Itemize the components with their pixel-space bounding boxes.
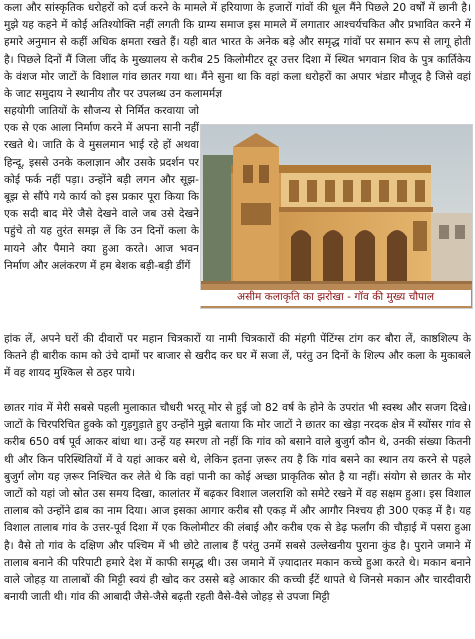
second-paragraph: हांक लें, अपने घरों की दीवारों पर महान चित्रकारों या नामी चित्रकारों की मंहगी पेंटिंग्स टांग कर बौरा लें, काष्ठशिल्प के कितने ही बारीक काम को उंचे दामों पर बाजार से खरीद कर घर में सजा लें, परंतु उन दिनों के शिल्प और कला के मुकाबले में वह शायद मुश्किल से ठहर पाये। <box>4 333 471 380</box>
wrapped-paragraph: सहयोगी जातियों के सौजन्य से निर्मित करवाया जो एक से एक आला निर्माण करने में अपना सानी नहीं रखते थे। जाति के वे मुसलमान भाई रहे हों अथवा हिन्दू, इससे उनके कलाज्ञान और उसके प्रदर्शन पर कोई फर्क नहीं पड़ा। उन्होंने बड़ी लगन और सूझ-बूझ से सौंपे गये कार्य को इस प्रकार पूरा किया कि एक सदी बाद मेरे जैसे देखने वाले जब उसे देखने पहुंचे तो यह तुरंत समझ लें कि उन दिनों कला के मायने और पैमाने क्या हुआ करते। आज भवन निर्माण और अलंकरण में हम बेशक बड़ी-बड़ी डींगें <box>4 105 199 272</box>
intro-paragraph: कला और सांस्कृतिक धरोहरों को दर्ज करने के मामले में हरियाणा के हजारों गांवों की धूल मैंने पिछले 20 वर्षों में छानी है। मुझे यह कहने में कोई अतिश्योक्ति नहीं लगती कि ग्राम्य समाज इस मामले में लगातार आश्चर्यचकित और प्रभावित करने में हमारे अनुमान से कहीं अधिक क्षमता रखते हैं। यही बात भारत के अनेक बड़े और समृद्ध गांवों पर समान रूप से लागू होती है। पिछले दिनों मैं जिला जींद के मुख्यालय से करीब 25 किलोमीटर दूर उत्तर दिशा में स्थित भगवान शिव के पुत्र कार्तिकेय के वंशज मोर जाटों के विशाल गांव छातर गया था। मैंने सुना था कि वहां कला धरोहरों का अपार भंडार मौजूद है जिसे वहां के जाट समुदाय ने स्थानीय तौर पर उपलब्ध उन कलामर्मज्ञ <box>4 2 471 101</box>
figure-caption: असीम कलाकृति का झरोखा - गॉव की मुख्य चौपाल <box>200 290 471 306</box>
chaupal-photo-drawing <box>201 125 472 308</box>
chaupal-photo <box>200 124 473 309</box>
third-paragraph: छातर गांव में मेरी सबसे पहली मुलाकात चौधरी भरतू मोर से हुई जो 82 वर्ष के होने के उपरांत भी स्वस्थ और सजग दिखे। जाटों के चिरपरिचित हुक्के को गुड़गुड़ाते हुए उन्होंने मुझे बताया कि मोर जाटों ने छातर का खेड़ा नरदक क्षेत्र में स्योंसर गांव से करीब 650 वर्ष पूर्व आकर बांधा था। उन्हें यह स्मरण तो नहीं कि गांव को बसाने वाले बुजुर्ग कौन थे, उनकी संख्या कितनी थी और किन परिस्थितियों में वे यहां आकर बसे थे, लेकिन इतना ज़रूर तय है कि गांव बसने का स्थान तय करने से पहले बुजुर्ग लोग यह ज़रूर निश्चित कर लेते थे कि वहां पानी का कोई अच्छा प्राकृतिक स्रोत है या नहीं। संयोग से छातर के मोर जाटों को यहां जो स्रोत उस समय दिखा, कालांतर में बढ़कर विशाल जलराशि को समेटे रखने में वह सक्षम हुआ। इस विशाल तालाब को उन्होंने ढाब का नाम दिया। आज इसका आगार करीब सौ एकड़ में और आगौर निश्चय ही 300 एकड़ में है। यह विशाल तालाब गांव के उत्तर-पूर्व दिशा में एक किलोमीटर की लंबाई और करीब एक से डेढ़ फर्लांग की चौड़ाई में पसरा हुआ है। वैसे तो गांव के दक्षिण और पश्चिम में भी छोटे तालाब हैं परंतु उनमें सबसे उल्लेखनीय पुराना कुंड है। पुराने जमाने में तालाब बनाने की परिपाटी हमारे देश में काफी समृद्ध थी। उस जमाने में ज़्यादातर मकान कच्चे हुआ करते थे। मकान बनाने वाले जोहड़ या तालाबों की मिट्टी स्वयं ही खोद कर उससे बड़े आकार की कच्ची ईंटें थापते थे जिनसे मकान और चारदीवारी बनायी जाती थी। गांव की आबादी जैसे-जैसे बढ़ती रहती वैसे-वैसे जोहड़ से उपजा मिट्टी <box>4 402 471 604</box>
